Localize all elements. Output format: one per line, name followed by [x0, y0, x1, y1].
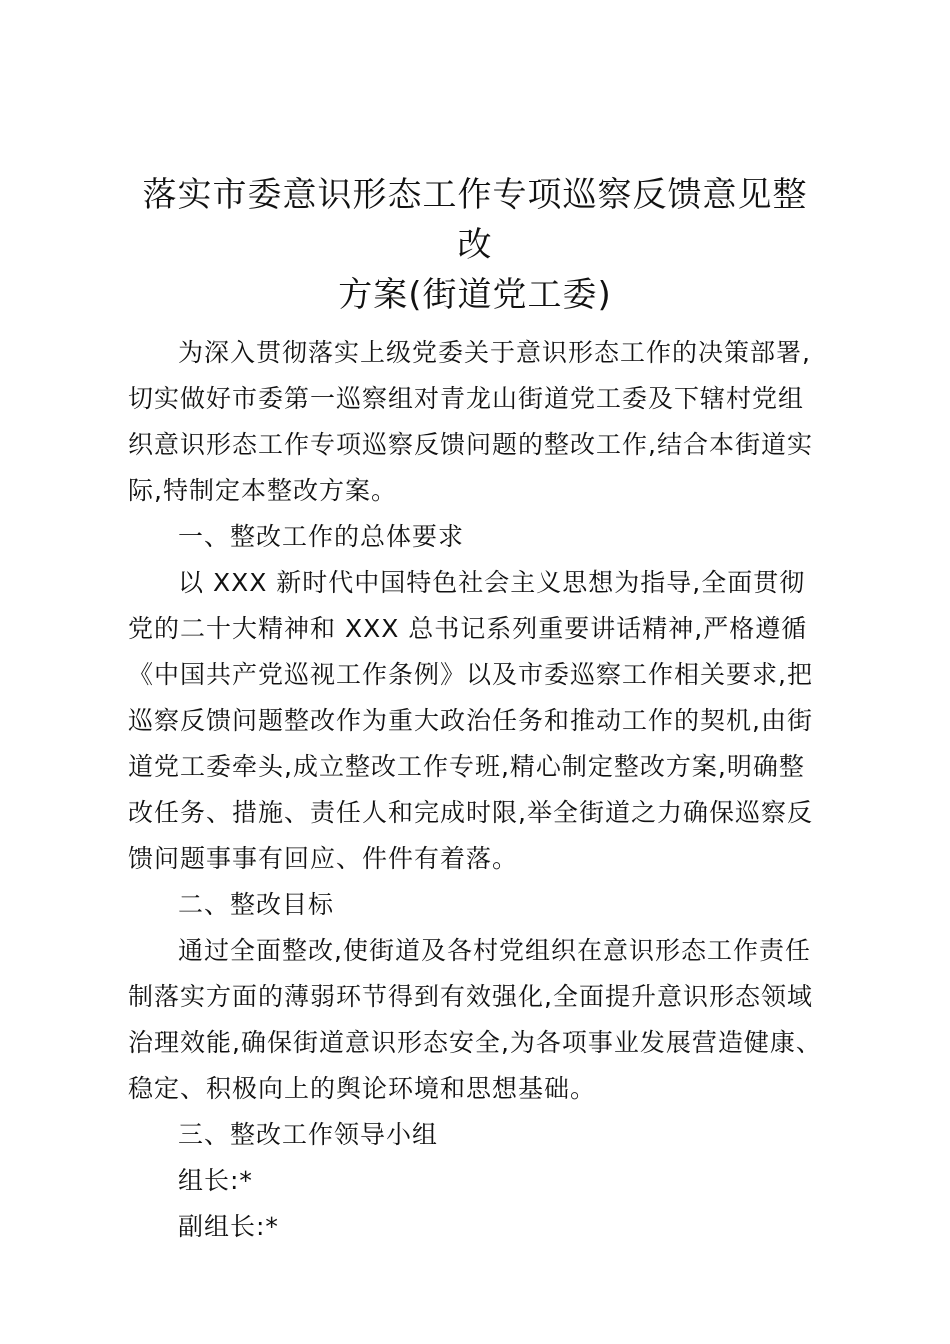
section-2-paragraph: 通过全面整改,使街道及各村党组织在意识形态工作责任制落实方面的薄弱环节得到有效强化,全面提升意识形态领域治理效能,确保街道意识形态安全,为各项事业发展营造健康、稳定、积极向上的舆论环境和思想基础。 [128, 936, 822, 1103]
section-1-heading: 一、整改工作的总体要求 [178, 522, 465, 551]
deputy-leader-line: 副组长:* [178, 1212, 279, 1241]
section-1-paragraph: 以 XXX 新时代中国特色社会主义思想为指导,全面贯彻党的二十大精神和 XXX 总书记系列重要讲话精神,严格遵循《中国共产党巡视工作条例》以及市委巡察工作相关要求,把巡察反馈问题整改作为重大政治任务和推动工作的契机,由街道党工委牵头,成立整改工作专班,精心制定整改方案,明确整改任务、措施、责任人和完成时限,举全街道之力确保巡察反馈问题事事有回应、件件有着落。 [128, 568, 813, 873]
section-3-heading: 三、整改工作领导小组 [178, 1120, 439, 1149]
intro-paragraph: 为深入贯彻落实上级党委关于意识形态工作的决策部署,切实做好市委第一巡察组对青龙山街道党工委及下辖村党组织意识形态工作专项巡察反馈问题的整改工作,结合本街道实际,特制定本整改方案。 [128, 338, 813, 505]
section-2-heading: 二、整改目标 [178, 890, 335, 919]
document-title [128, 170, 822, 320]
leader-line: 组长:* [178, 1166, 253, 1195]
title-line-2: 方案(街道党工委) [338, 275, 612, 315]
title-line-1: 落实市委意识形态工作专项巡察反馈意见整改 [142, 175, 808, 265]
